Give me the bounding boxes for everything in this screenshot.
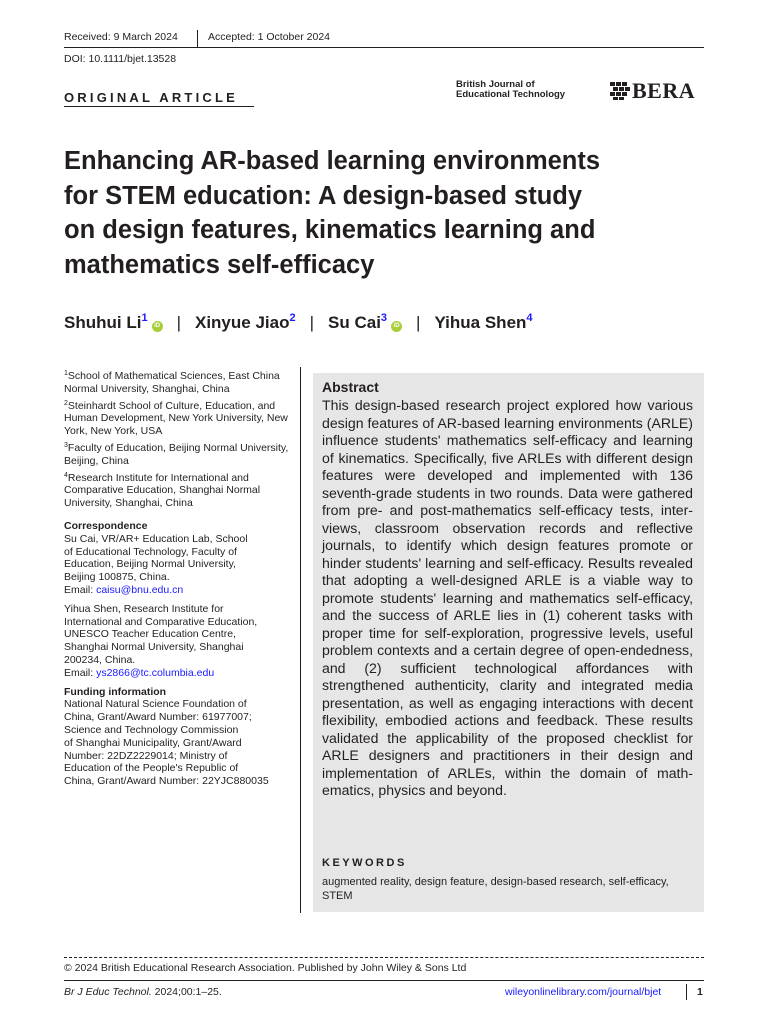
bera-wordmark: BERA — [632, 78, 696, 103]
page-number: 1 — [697, 986, 703, 998]
orcid-icon[interactable]: iD — [391, 321, 402, 332]
email-link[interactable]: caisu@bnu.edu.cn — [96, 583, 184, 596]
abstract-text: This design-based research project explored how various design features of AR-based learning environments (ARLE) influence students' mathematics self-efficacy and learning of kinematics. Specifically, five ARLEs with different design features were developed and implemented with 136 seventh-grade students in two rounds. Data were gathered from pre- and post-mathematics self-efficacy tests, interviews, classroom observation records and reflective journals, to identify which design features promote or hinder students' learning and self-efficacy. Results revealed that adopting a well-designed ARLE is a viable way to promote students' learning and mathematics self-efficacy, and the success of ARLE lies in (1) coherent tasks with proper time for self-exploration, progressive levels, useful problem contexts and a certain degree of open-endedness, and (2) sufficient technological affordances with strengthened authenticity, clarity and integrated media presentation, as well as engaging interactions with decent flexibility, embodied actions and feedback. These results validated the applicability of the proposed checklist for ARLE designers and practitioners in their design and implementation of ARLEs, within the domain of mathematics, physics and beyond. — [322, 397, 693, 798]
author-yihua-shen[interactable]: Yihua Shen$^4$ — [434, 312, 533, 332]
column-divider — [300, 367, 301, 913]
footer-rule — [64, 980, 704, 981]
article-title — [64, 144, 600, 282]
citation: Br J Educ Technol. 2024;00:1–25. — [64, 986, 222, 998]
affiliation-marker[interactable]: 2 — [289, 312, 296, 324]
author-xinyue-jiao[interactable]: Xinyue Jiao$^2$ — [194, 312, 296, 332]
left-column — [64, 370, 296, 788]
bera-logo — [610, 78, 695, 104]
author-separator: | — [416, 313, 421, 332]
accepted-date: Accepted: 1 October 2024 — [208, 31, 330, 43]
affiliation-3: $^3$Faculty of Education, Beijing Normal University, Beijing, China — [64, 441, 289, 467]
author-list — [64, 313, 533, 333]
title-line: on design features, kinematics learning and — [64, 216, 596, 244]
journal-name — [456, 80, 565, 100]
affiliation-1: $^1$School of Mathematical Sciences, East China Normal University, Shanghai, China — [64, 370, 280, 395]
article-type: ORIGINAL ARTICLE — [64, 90, 238, 105]
keywords-text: augmented reality, design feature, design-based research, self-efficacy, STEM — [322, 876, 669, 902]
funding-heading: Funding information — [64, 685, 167, 698]
bera-emblem-icon — [610, 81, 632, 101]
author-separator: | — [309, 313, 315, 332]
received-date: Received: 9 March 2024 — [64, 31, 178, 43]
copyright: © 2024 British Educational Research Association. Published by John Wiley & Sons Ltd — [64, 962, 467, 974]
doi[interactable]: DOI: 10.1111/bjet.13528 — [64, 53, 177, 65]
correspondence-entry-2: Yihua Shen, Research Institute for International and Comparative Education, UNESCO Teacher Education Centre, Shanghai Normal University, Shanghai 200234, China. Email: ys2866@tc.columbia.edu — [64, 602, 258, 679]
footer-dashed-rule — [64, 957, 704, 958]
footer-separator — [686, 984, 687, 1000]
author-shuhui-li[interactable]: Shuhui Li$^1$iD — [64, 313, 163, 333]
correspondence-heading: Correspondence — [64, 519, 148, 532]
affiliation-2: $^2$Steinhardt School of Culture, Education, and Human Development, New York University, New York, New York, USA — [64, 399, 288, 438]
orcid-icon[interactable]: iD — [152, 321, 163, 332]
affiliation-marker[interactable]: 3 — [380, 312, 388, 324]
correspondence-entry-1: Su Cai, VR/AR+ Education Lab, School of Educational Technology, Faculty of Education, Beijing Normal University, Beijing 100875, China. Email: caisu@bnu.edu.cn — [64, 532, 248, 596]
author-separator: | — [176, 313, 181, 332]
title-line: Enhancing AR-based learning environments — [64, 147, 601, 175]
article-type-underline — [64, 106, 254, 107]
affiliation-marker[interactable]: 1 — [141, 312, 148, 324]
abstract-heading: Abstract — [322, 379, 379, 395]
journal-url[interactable]: wileyonlinelibrary.com/journal/bjet — [505, 986, 662, 998]
author-su-cai[interactable]: Su Cai$^3$iD — [328, 313, 402, 333]
abstract-box — [313, 373, 704, 912]
title-line: mathematics self-efficacy — [64, 250, 375, 279]
header-separator — [197, 30, 198, 47]
funding-text: National Natural Science Foundation of China, Grant/Award Number: 61977007; Science and Technology Commission of Shanghai Municipality, Grant/Award Number: 22DZ2229014; Ministry of Education of the People's Republic of China, Grant/Award Number: 22YJC880035 — [64, 698, 269, 788]
journal-name-line1: British Journal of — [456, 79, 535, 90]
keywords-heading: KEYWORDS — [322, 857, 407, 869]
affiliation-marker[interactable]: 4 — [526, 312, 533, 324]
email-link[interactable]: ys2866@tc.columbia.edu — [96, 666, 215, 679]
title-line: for STEM education: A design-based study — [64, 181, 583, 210]
header-rule — [64, 47, 704, 48]
journal-name-line2: Educational Technology — [456, 89, 566, 100]
affiliation-4: $^4$Research Institute for International and Comparative Education, Shanghai Normal University, Shanghai, China — [64, 471, 261, 510]
